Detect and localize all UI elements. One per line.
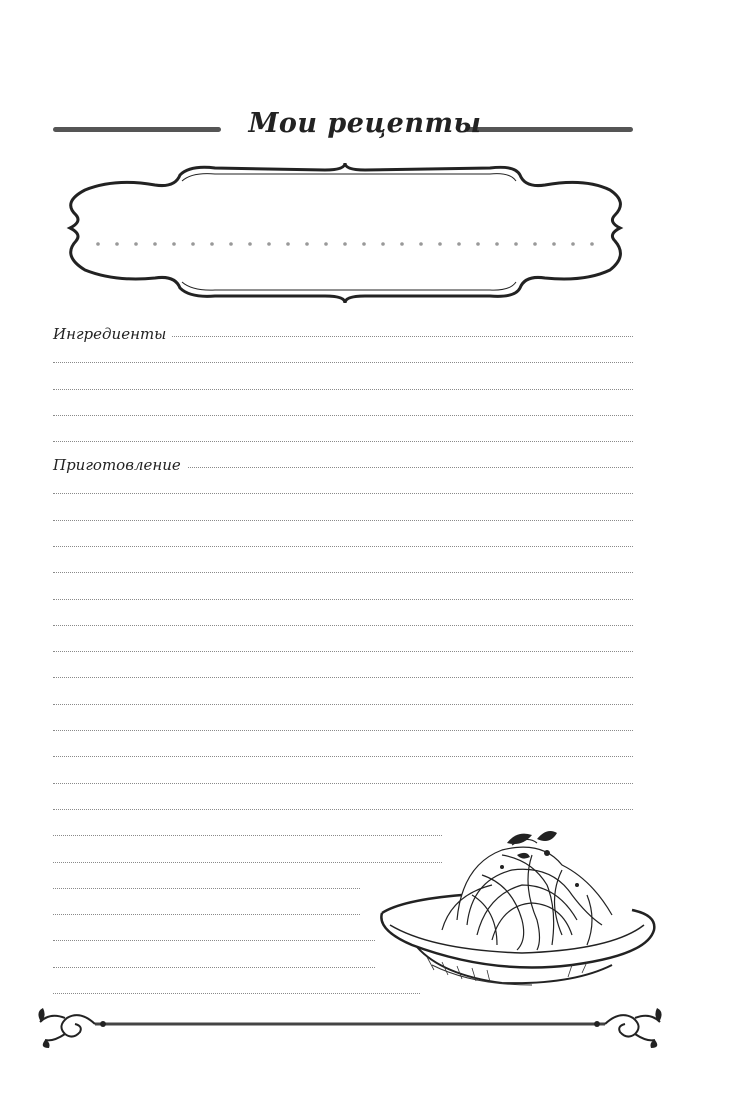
preparation-line[interactable] xyxy=(53,677,633,678)
preparation-line[interactable] xyxy=(53,783,633,784)
footer-flourish-right xyxy=(605,1015,660,1040)
ingredients-line[interactable] xyxy=(53,441,633,442)
preparation-line[interactable] xyxy=(53,914,360,915)
ingredients-label: Ингредиенты xyxy=(53,325,172,343)
preparation-line[interactable] xyxy=(53,967,375,968)
preparation-line[interactable] xyxy=(53,993,420,994)
preparation-line[interactable] xyxy=(53,651,633,652)
footer-flourish-left xyxy=(40,1015,95,1040)
preparation-line[interactable] xyxy=(53,730,633,731)
ingredients-line[interactable] xyxy=(53,362,633,363)
spaghetti-bowl-icon xyxy=(372,825,662,995)
footer-ornament xyxy=(35,1000,665,1050)
preparation-line[interactable] xyxy=(53,572,633,573)
preparation-line[interactable] xyxy=(53,520,633,521)
page-title: Мои рецепты xyxy=(248,108,482,139)
preparation-line[interactable] xyxy=(53,546,633,547)
preparation-label: Приготовление xyxy=(53,456,187,474)
ingredients-line[interactable] xyxy=(53,389,633,390)
preparation-line[interactable] xyxy=(53,756,633,757)
ingredients-line[interactable] xyxy=(53,415,633,416)
preparation-line[interactable] xyxy=(53,704,633,705)
preparation-line[interactable] xyxy=(53,599,633,600)
preparation-line[interactable] xyxy=(53,940,375,941)
preparation-line[interactable] xyxy=(53,809,633,810)
preparation-line[interactable] xyxy=(53,493,633,494)
preparation-line[interactable] xyxy=(53,625,633,626)
preparation-line[interactable] xyxy=(53,888,360,889)
